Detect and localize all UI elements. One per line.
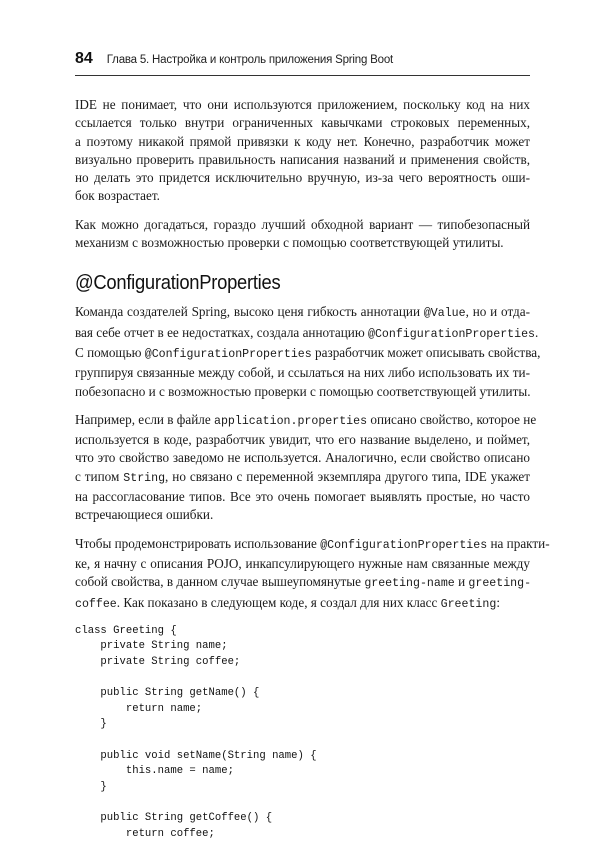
text-line: бок возрастает.	[75, 188, 160, 204]
text-line: Например, если в файле application.properties описано свойство, которое не	[75, 411, 537, 428]
inline-code: @ConfigurationProperties	[368, 327, 535, 341]
page-number: 84	[75, 50, 93, 67]
text-line: ссылается только внутри ограниченных кавычками строковых переменных,	[75, 115, 530, 131]
text-line: вая себе отчет в ее недостатках, создала аннотацию @ConfigurationProperties.	[75, 324, 539, 341]
paragraph-demonstration	[75, 535, 550, 614]
section-heading: @ConfigurationProperties	[75, 272, 281, 295]
code-listing: class Greeting { private String name; private String coffee; public String getName() { return name; } public void setName(String name) { this.name = name; } public String getCoffee() { return coffee;	[75, 624, 317, 840]
text-line: Как можно догадаться, гораздо лучший обходной вариант — типобезопасный	[75, 216, 530, 232]
inline-code: @ConfigurationProperties	[144, 347, 312, 361]
paragraph-configuration-properties-intro	[75, 303, 541, 400]
text-line: С помощью @ConfigurationProperties разработчик может описывать свойства,	[75, 344, 541, 361]
running-head: Глава 5. Настройка и контроль приложения Spring Boot	[106, 54, 394, 66]
text-line: встречающиеся ошибки.	[75, 507, 214, 523]
inline-code: Greeting	[440, 597, 497, 611]
text-line: но делать это придется исключительно вручную, из-за чего вероятность оши-	[75, 170, 530, 186]
text-line: используется в коде, разработчик увидит, что его название выделено, и поймет,	[75, 432, 530, 448]
text-line: а поэтому никакой прямой привязки к коду нет. Конечно, разработчик может	[75, 133, 530, 149]
text-line: на рассогласование типов. Все это очень помогает выявлять простые, но часто	[75, 489, 530, 505]
page-header	[75, 50, 530, 76]
inline-code: String	[123, 471, 166, 485]
text-line: ке, я начну с описания POJO, инкапсулирующего нужные нам связанные между	[75, 555, 530, 571]
inline-code: @ConfigurationProperties	[320, 538, 488, 552]
page-body	[75, 96, 550, 842]
text-line: Команда создателей Spring, высоко ценя гибкость аннотации @Value, но и отда-	[75, 304, 530, 321]
inline-code: greeting-	[468, 577, 532, 591]
paragraph-ide-limitations	[75, 96, 530, 206]
inline-code: application.properties	[213, 414, 368, 428]
text-line: с типом String, но связано с переменной экземпляра другого типа, IDE укажет	[75, 468, 530, 485]
text-line: Чтобы продемонстрировать использование @ConfigurationProperties на практи-	[75, 535, 550, 552]
inline-code: @Value	[423, 307, 466, 321]
text-line: собой свойства, в данном случае вышеупомянутые greeting-name и greeting-	[75, 574, 532, 591]
text-line: группируя связанные между собой, и ссылаться на них либо использовать их ти-	[75, 365, 530, 381]
inline-code: greeting-name	[364, 577, 455, 591]
paragraph-typesafe-option	[75, 216, 530, 253]
paragraph-example	[75, 411, 537, 525]
text-line: визуально проверить правильность написания названий и применения свойств,	[75, 151, 530, 167]
text-line: IDE не понимает, что они используются приложением, поскольку код на них	[75, 97, 530, 112]
header-divider	[75, 75, 530, 76]
text-line: механизм с возможностью проверки с помощью соответствующей утилиты.	[75, 235, 504, 251]
text-line: coffee. Как показано в следующем коде, я создал для них класс Greeting:	[75, 594, 500, 611]
inline-code: coffee	[75, 597, 117, 611]
text-line: побезопасно и с возможностью проверки с помощью соответствующей утилиты.	[75, 383, 531, 399]
text-line: что это свойство заведомо не используется. Аналогично, если свойство описано	[75, 450, 530, 466]
